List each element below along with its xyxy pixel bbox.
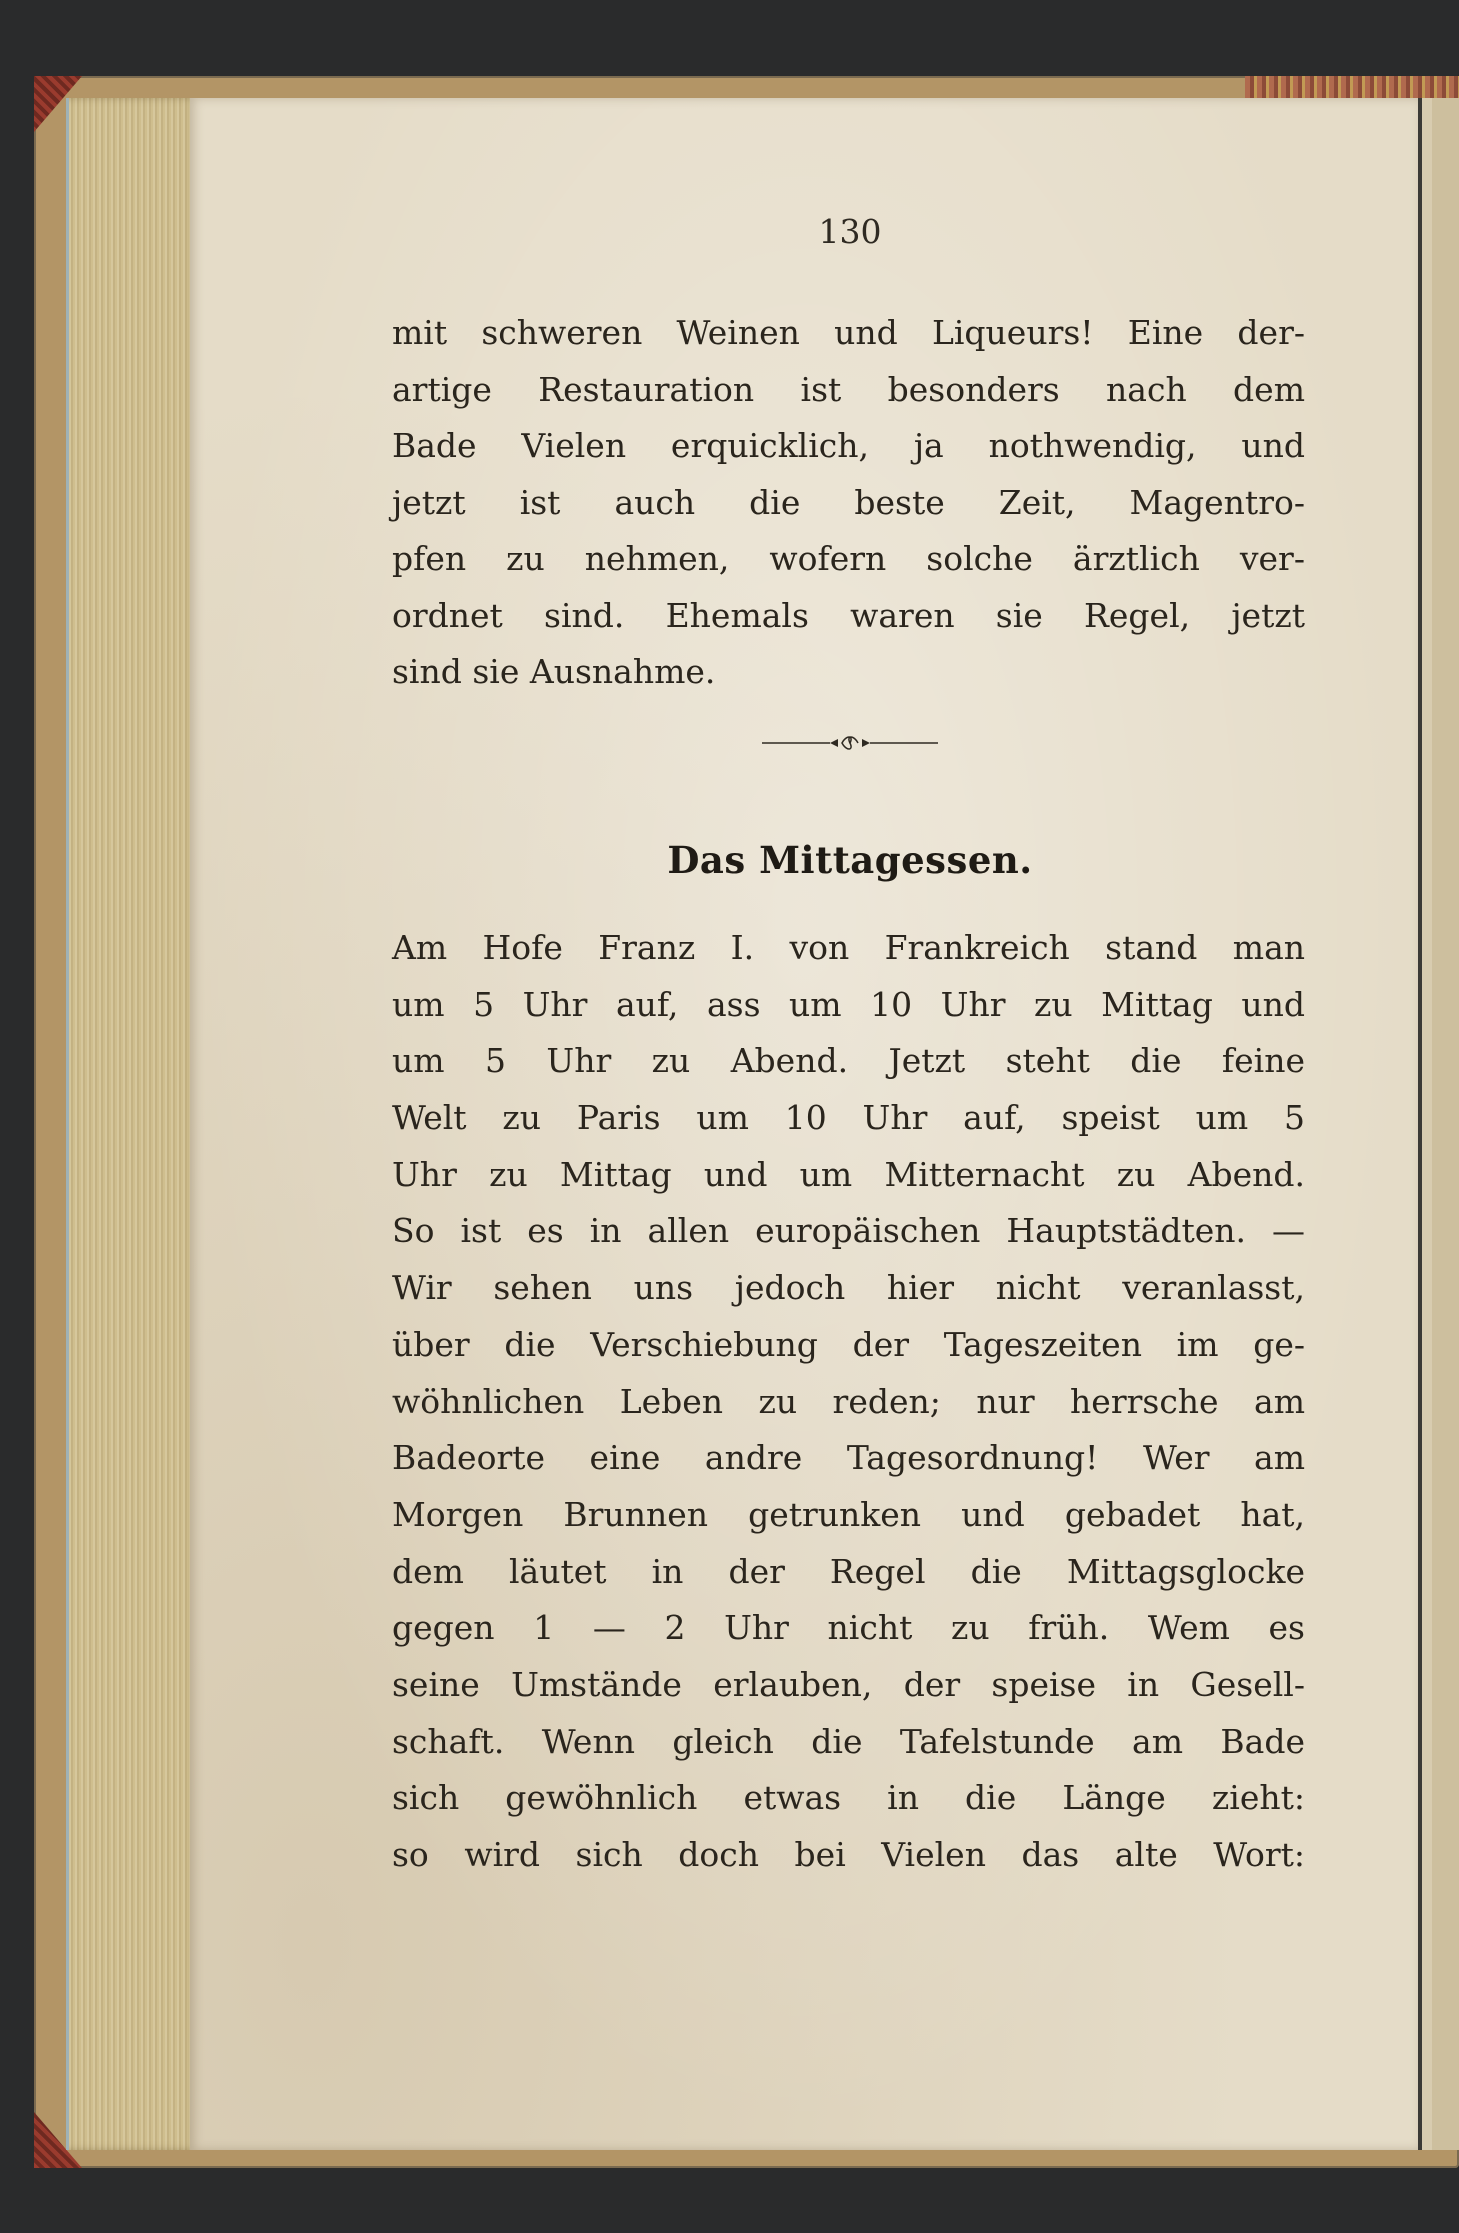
text-line: Bade Vielen erquicklich, ja nothwendig, und xyxy=(392,426,1305,465)
text-line: dem läutet in der Regel die Mittagsglocke xyxy=(392,1551,1305,1591)
text-line: über die Verschiebung der Tageszeiten im ge- xyxy=(392,1324,1305,1364)
text-line: ordnet sind. Ehemals waren sie Regel, jetzt xyxy=(392,595,1305,635)
text-line: artige Restauration ist besonders nach dem xyxy=(392,369,1305,409)
text-line: sind sie Ausnahme. xyxy=(392,652,716,691)
text-line: Am Hofe Franz I. von Frankreich stand man xyxy=(392,928,1305,967)
text-line: Uhr zu Mittag und um Mitternacht zu Abend. xyxy=(392,1154,1305,1194)
text-line: Welt zu Paris um 10 Uhr auf, speist um 5 xyxy=(392,1098,1305,1138)
text-line: um 5 Uhr zu Abend. Jetzt steht die feine xyxy=(392,1041,1305,1081)
page-edges-right xyxy=(1418,98,1459,2150)
section-heading: Das Mittagessen. xyxy=(667,838,1033,882)
page-number: 130 xyxy=(818,212,882,251)
text-line: um 5 Uhr auf, ass um 10 Uhr zu Mittag und xyxy=(392,984,1305,1024)
ornament-divider xyxy=(760,731,940,755)
text-line: schaft. Wenn gleich die Tafelstunde am Bade xyxy=(392,1721,1305,1761)
text-line: seine Umstände erlauben, der speise in Gesell- xyxy=(392,1664,1305,1704)
text-line: gegen 1 — 2 Uhr nicht zu früh. Wem es xyxy=(392,1608,1305,1648)
text-line: So ist es in allen europäischen Hauptstädten. — xyxy=(392,1211,1305,1251)
text-line: pfen zu nehmen, wofern solche ärztlich ver- xyxy=(392,539,1305,578)
paragraph-restauration xyxy=(392,305,1305,701)
text-line: wöhnlichen Leben zu reden; nur herrsche am xyxy=(392,1381,1305,1421)
text-line: sich gewöhnlich etwas in die Länge zieht: xyxy=(392,1778,1305,1818)
text-line: Morgen Brunnen getrunken und gebadet hat, xyxy=(392,1494,1305,1534)
text-line: jetzt ist auch die beste Zeit, Magentro- xyxy=(392,482,1305,522)
page-edges-left xyxy=(66,98,199,2150)
text-line: Wir sehen uns jedoch hier nicht veranlasst, xyxy=(392,1268,1305,1308)
text-line: mit schweren Weinen und Liqueurs! Eine der- xyxy=(392,313,1305,352)
text-line: so wird sich doch bei Vielen das alte Wort: xyxy=(392,1835,1305,1874)
paragraph-mittagessen xyxy=(392,920,1305,1884)
text-line: Badeorte eine andre Tagesordnung! Wer am xyxy=(392,1438,1305,1478)
